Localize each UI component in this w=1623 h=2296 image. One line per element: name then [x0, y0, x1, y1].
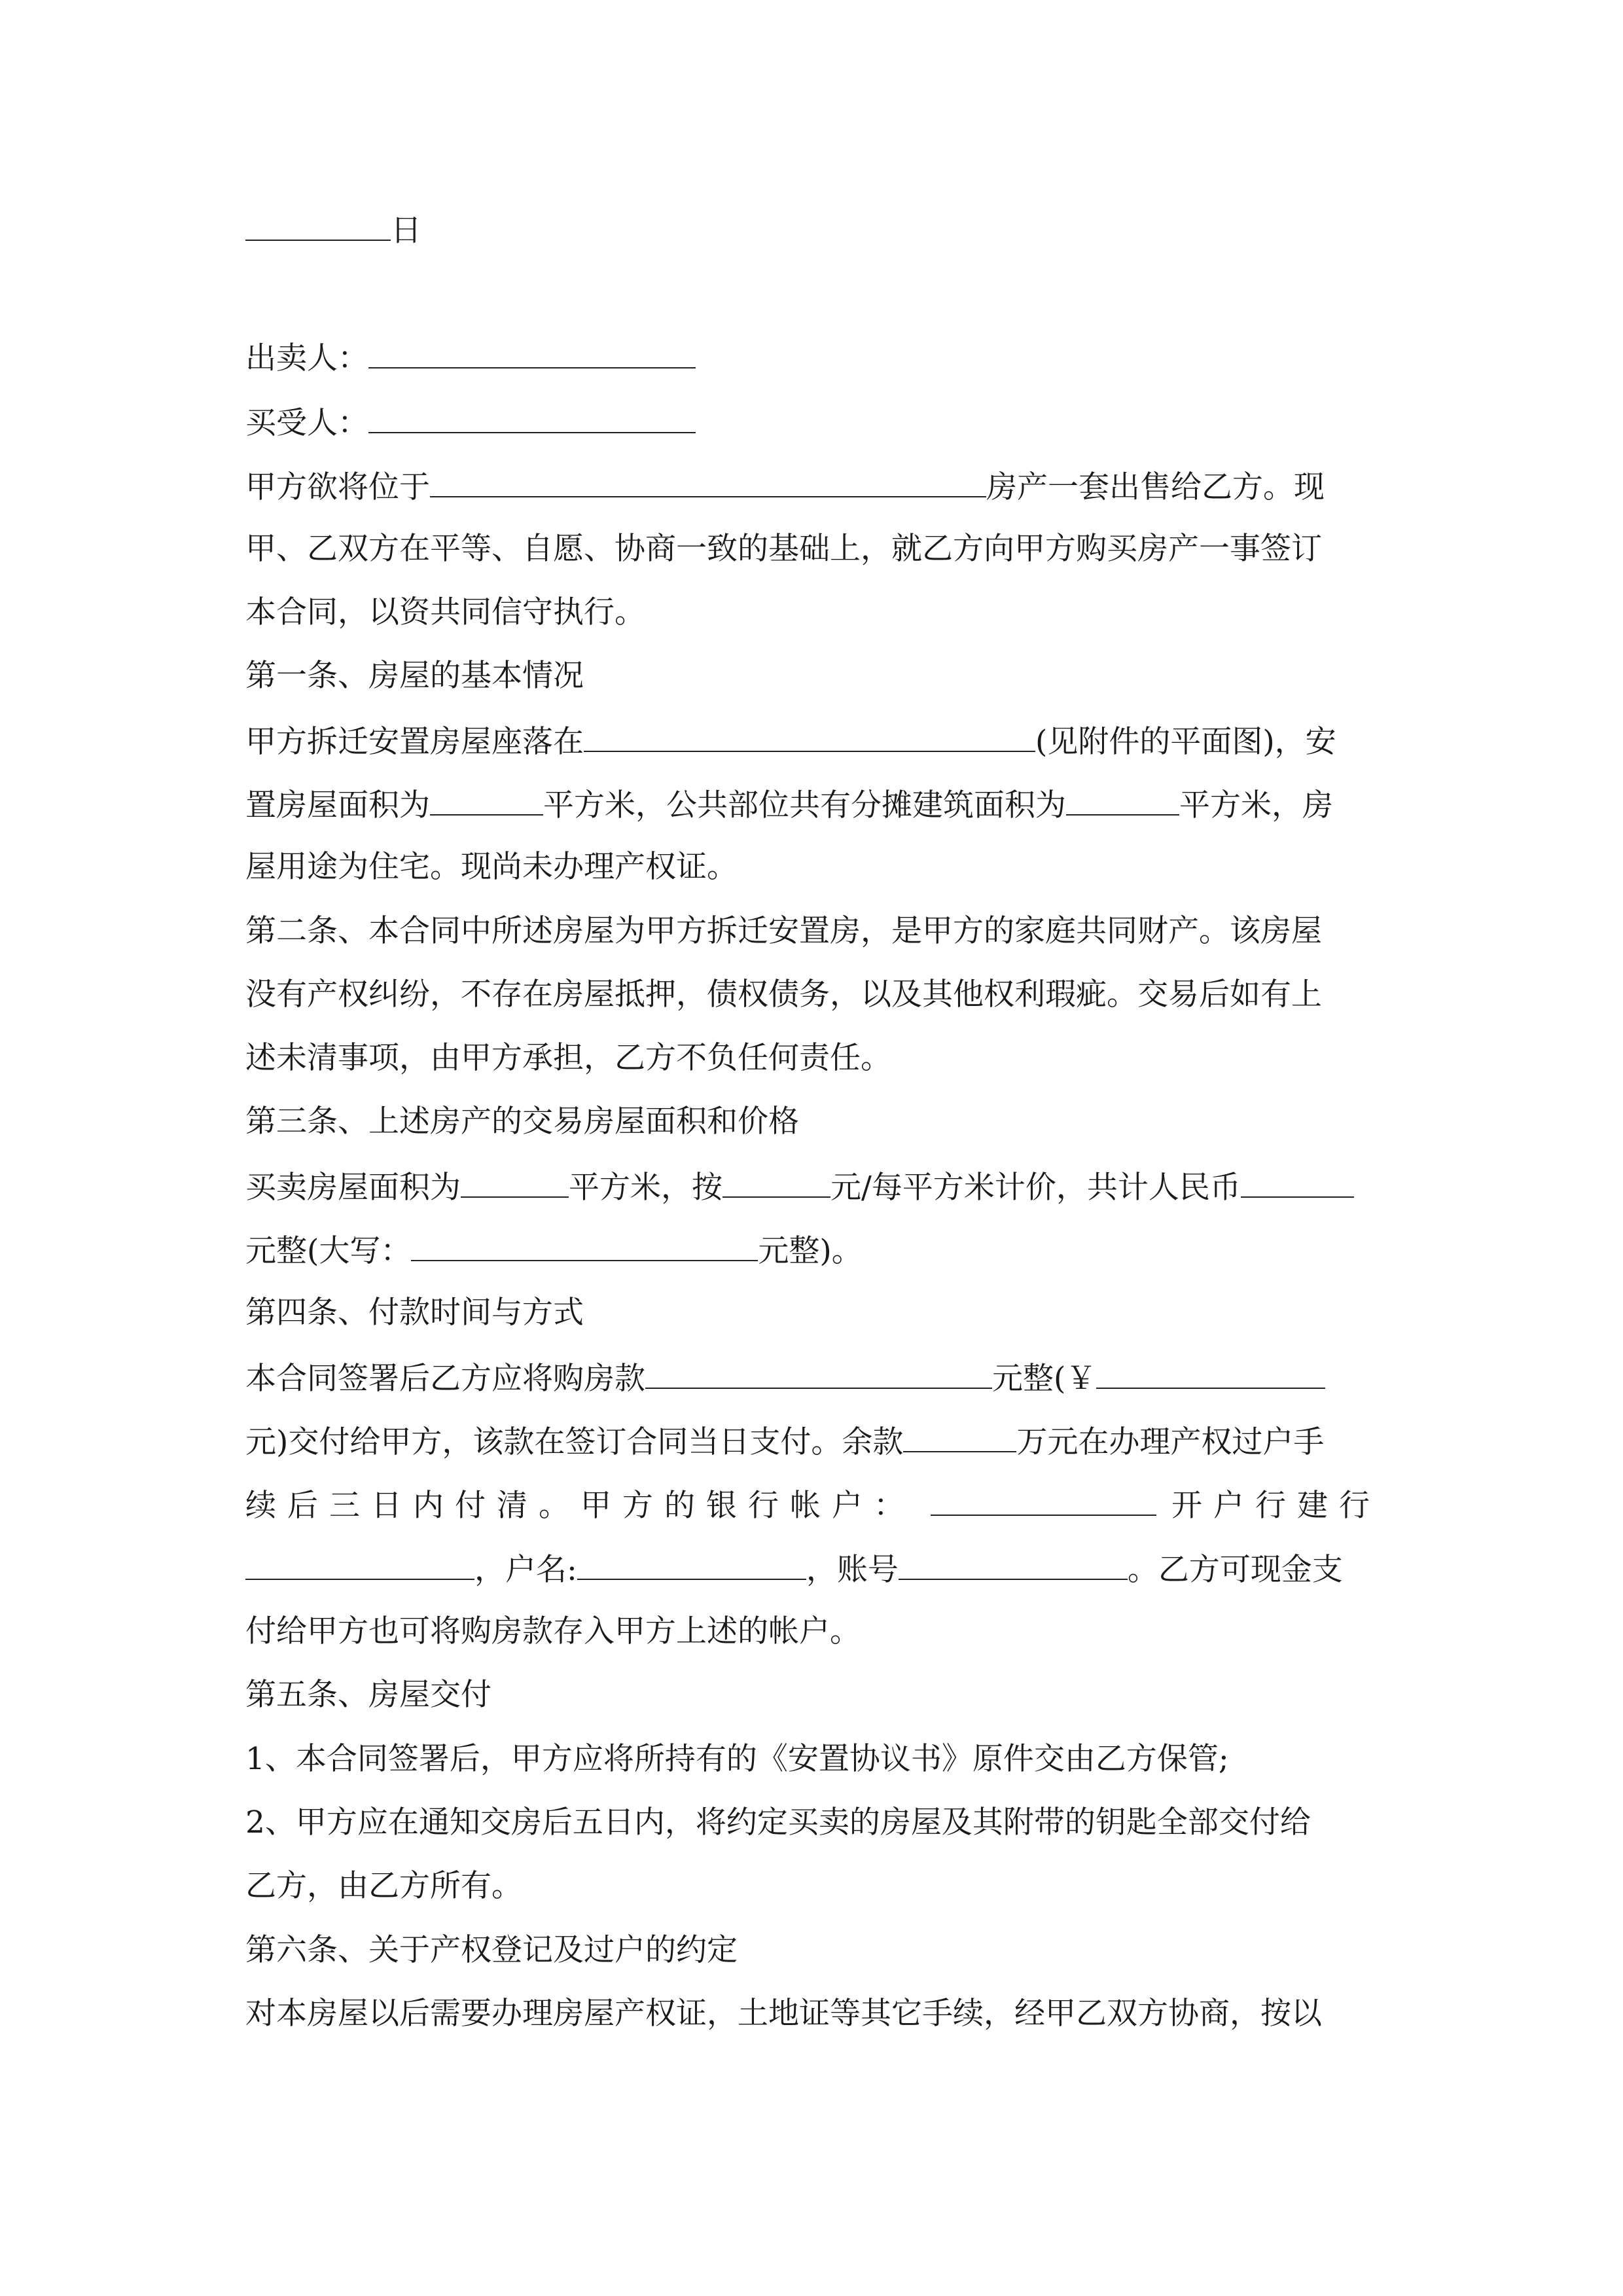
account-number-blank[interactable] [899, 1549, 1128, 1580]
article-text: 。乙方可现金支 [1127, 1552, 1343, 1588]
article-5-title: 第五条、房屋交付 [245, 1677, 491, 1713]
sale-area-blank[interactable] [461, 1166, 569, 1198]
intro-line-2: 甲、乙双方在平等、自愿、协商一致的基础上，就乙方向甲方购买房产一事签订 [245, 531, 1322, 567]
article-text: 置房屋面积为 [245, 787, 430, 823]
article-text: (见附件的平面图)，安 [1035, 724, 1336, 760]
bank-branch-blank[interactable] [245, 1549, 474, 1580]
bank-account-blank[interactable] [931, 1484, 1156, 1516]
area-blank[interactable] [430, 784, 543, 816]
article-text: 元整)。 [758, 1233, 863, 1269]
shared-area-blank[interactable] [1066, 784, 1179, 816]
article-text: 万元在办理产权过户手 [1016, 1424, 1325, 1460]
article-5-line-3: 乙方，由乙方所有。 [245, 1868, 522, 1904]
article-1-line-1 [245, 721, 1381, 762]
day-label: 日 [391, 213, 421, 249]
article-text: 甲方拆迁安置房屋座落在 [245, 724, 584, 760]
article-text: 买卖房屋面积为 [245, 1170, 461, 1206]
article-3-title: 第三条、上述房产的交易房屋面积和价格 [245, 1103, 799, 1139]
article-text: 元整(大写： [245, 1233, 412, 1269]
article-text: ，户名: [474, 1552, 577, 1588]
total-price-words-blank[interactable] [411, 1230, 758, 1261]
article-3-line-1 [245, 1166, 1381, 1208]
article-2-line-3: 述未清事项，由甲方承担，乙方不负任何责任。 [245, 1040, 891, 1076]
total-price-blank[interactable] [1241, 1166, 1354, 1198]
article-6-line-1: 对本房屋以后需要办理房屋产权证，土地证等其它手续，经甲乙双方协商，按以 [245, 1996, 1322, 2032]
buyer-label: 买受人： [245, 405, 368, 441]
article-text: 平方米，房 [1179, 787, 1333, 823]
article-6-title: 第六条、关于产权登记及过户的约定 [245, 1932, 738, 1968]
date-line [245, 209, 1381, 251]
payment-figure-blank[interactable] [1096, 1357, 1325, 1389]
location-blank[interactable] [430, 466, 986, 497]
article-4-line-5: 付给甲方也可将购房款存入甲方上述的帐户。 [245, 1613, 861, 1649]
article-text: 平方米，公共部位共有分摊建筑面积为 [543, 787, 1066, 823]
buyer-line [245, 402, 1381, 443]
article-text: ，账号 [806, 1552, 899, 1588]
article-text: 元)交付给甲方，该款在签订合同当日支付。余款 [245, 1424, 904, 1460]
intro-text: 甲方欲将位于 [245, 469, 430, 505]
payment-amount-blank[interactable] [645, 1357, 992, 1389]
article-5-line-1: 1、本合同签署后，甲方应将所持有的《安置协议书》原件交由乙方保管; [245, 1741, 1229, 1777]
intro-line-3: 本合同，以资共同信守执行。 [245, 594, 645, 630]
article-3-line-2 [245, 1230, 1381, 1271]
day-blank[interactable] [245, 209, 391, 241]
seller-blank[interactable] [368, 337, 696, 368]
article-2-line-1: 第二条、本合同中所述房屋为甲方拆迁安置房，是甲方的家庭共同财产。该房屋 [245, 913, 1322, 949]
article-text: 平方米，按 [569, 1170, 722, 1206]
article-text: 开户行建行 [1171, 1488, 1381, 1524]
article-4-line-3 [245, 1484, 1381, 1526]
account-name-blank[interactable] [577, 1549, 806, 1580]
article-text: 元/每平方米计价，共计人民币 [830, 1170, 1241, 1206]
seller-line [245, 337, 1381, 378]
article-1-line-3: 屋用途为住宅。现尚未办理产权证。 [245, 849, 738, 885]
article-4-line-4 [245, 1549, 1381, 1590]
article-4-line-1 [245, 1357, 1381, 1399]
article-text: 元整(￥ [992, 1361, 1097, 1397]
article-5-line-2: 2、甲方应在通知交房后五日内，将约定买卖的房屋及其附带的钥匙全部交付给 [245, 1804, 1311, 1840]
seller-label: 出卖人： [245, 340, 368, 376]
article-1-line-2 [245, 784, 1381, 825]
buyer-blank[interactable] [368, 402, 696, 433]
article-4-line-2 [245, 1421, 1381, 1462]
address-blank[interactable] [584, 721, 1035, 752]
article-1-title: 第一条、房屋的基本情况 [245, 658, 584, 694]
intro-line-1 [245, 466, 1381, 507]
article-text: 续后三日内付清。甲方的银行帐户： [245, 1488, 916, 1524]
article-text: 本合同签署后乙方应将购房款 [245, 1361, 645, 1397]
balance-blank[interactable] [903, 1421, 1016, 1452]
article-2-line-2: 没有产权纠纷，不存在房屋抵押，债权债务，以及其他权利瑕疵。交易后如有上 [245, 977, 1322, 1013]
intro-text: 房产一套出售给乙方。现 [986, 469, 1325, 505]
article-4-title: 第四条、付款时间与方式 [245, 1295, 584, 1331]
unit-price-blank[interactable] [722, 1166, 830, 1198]
